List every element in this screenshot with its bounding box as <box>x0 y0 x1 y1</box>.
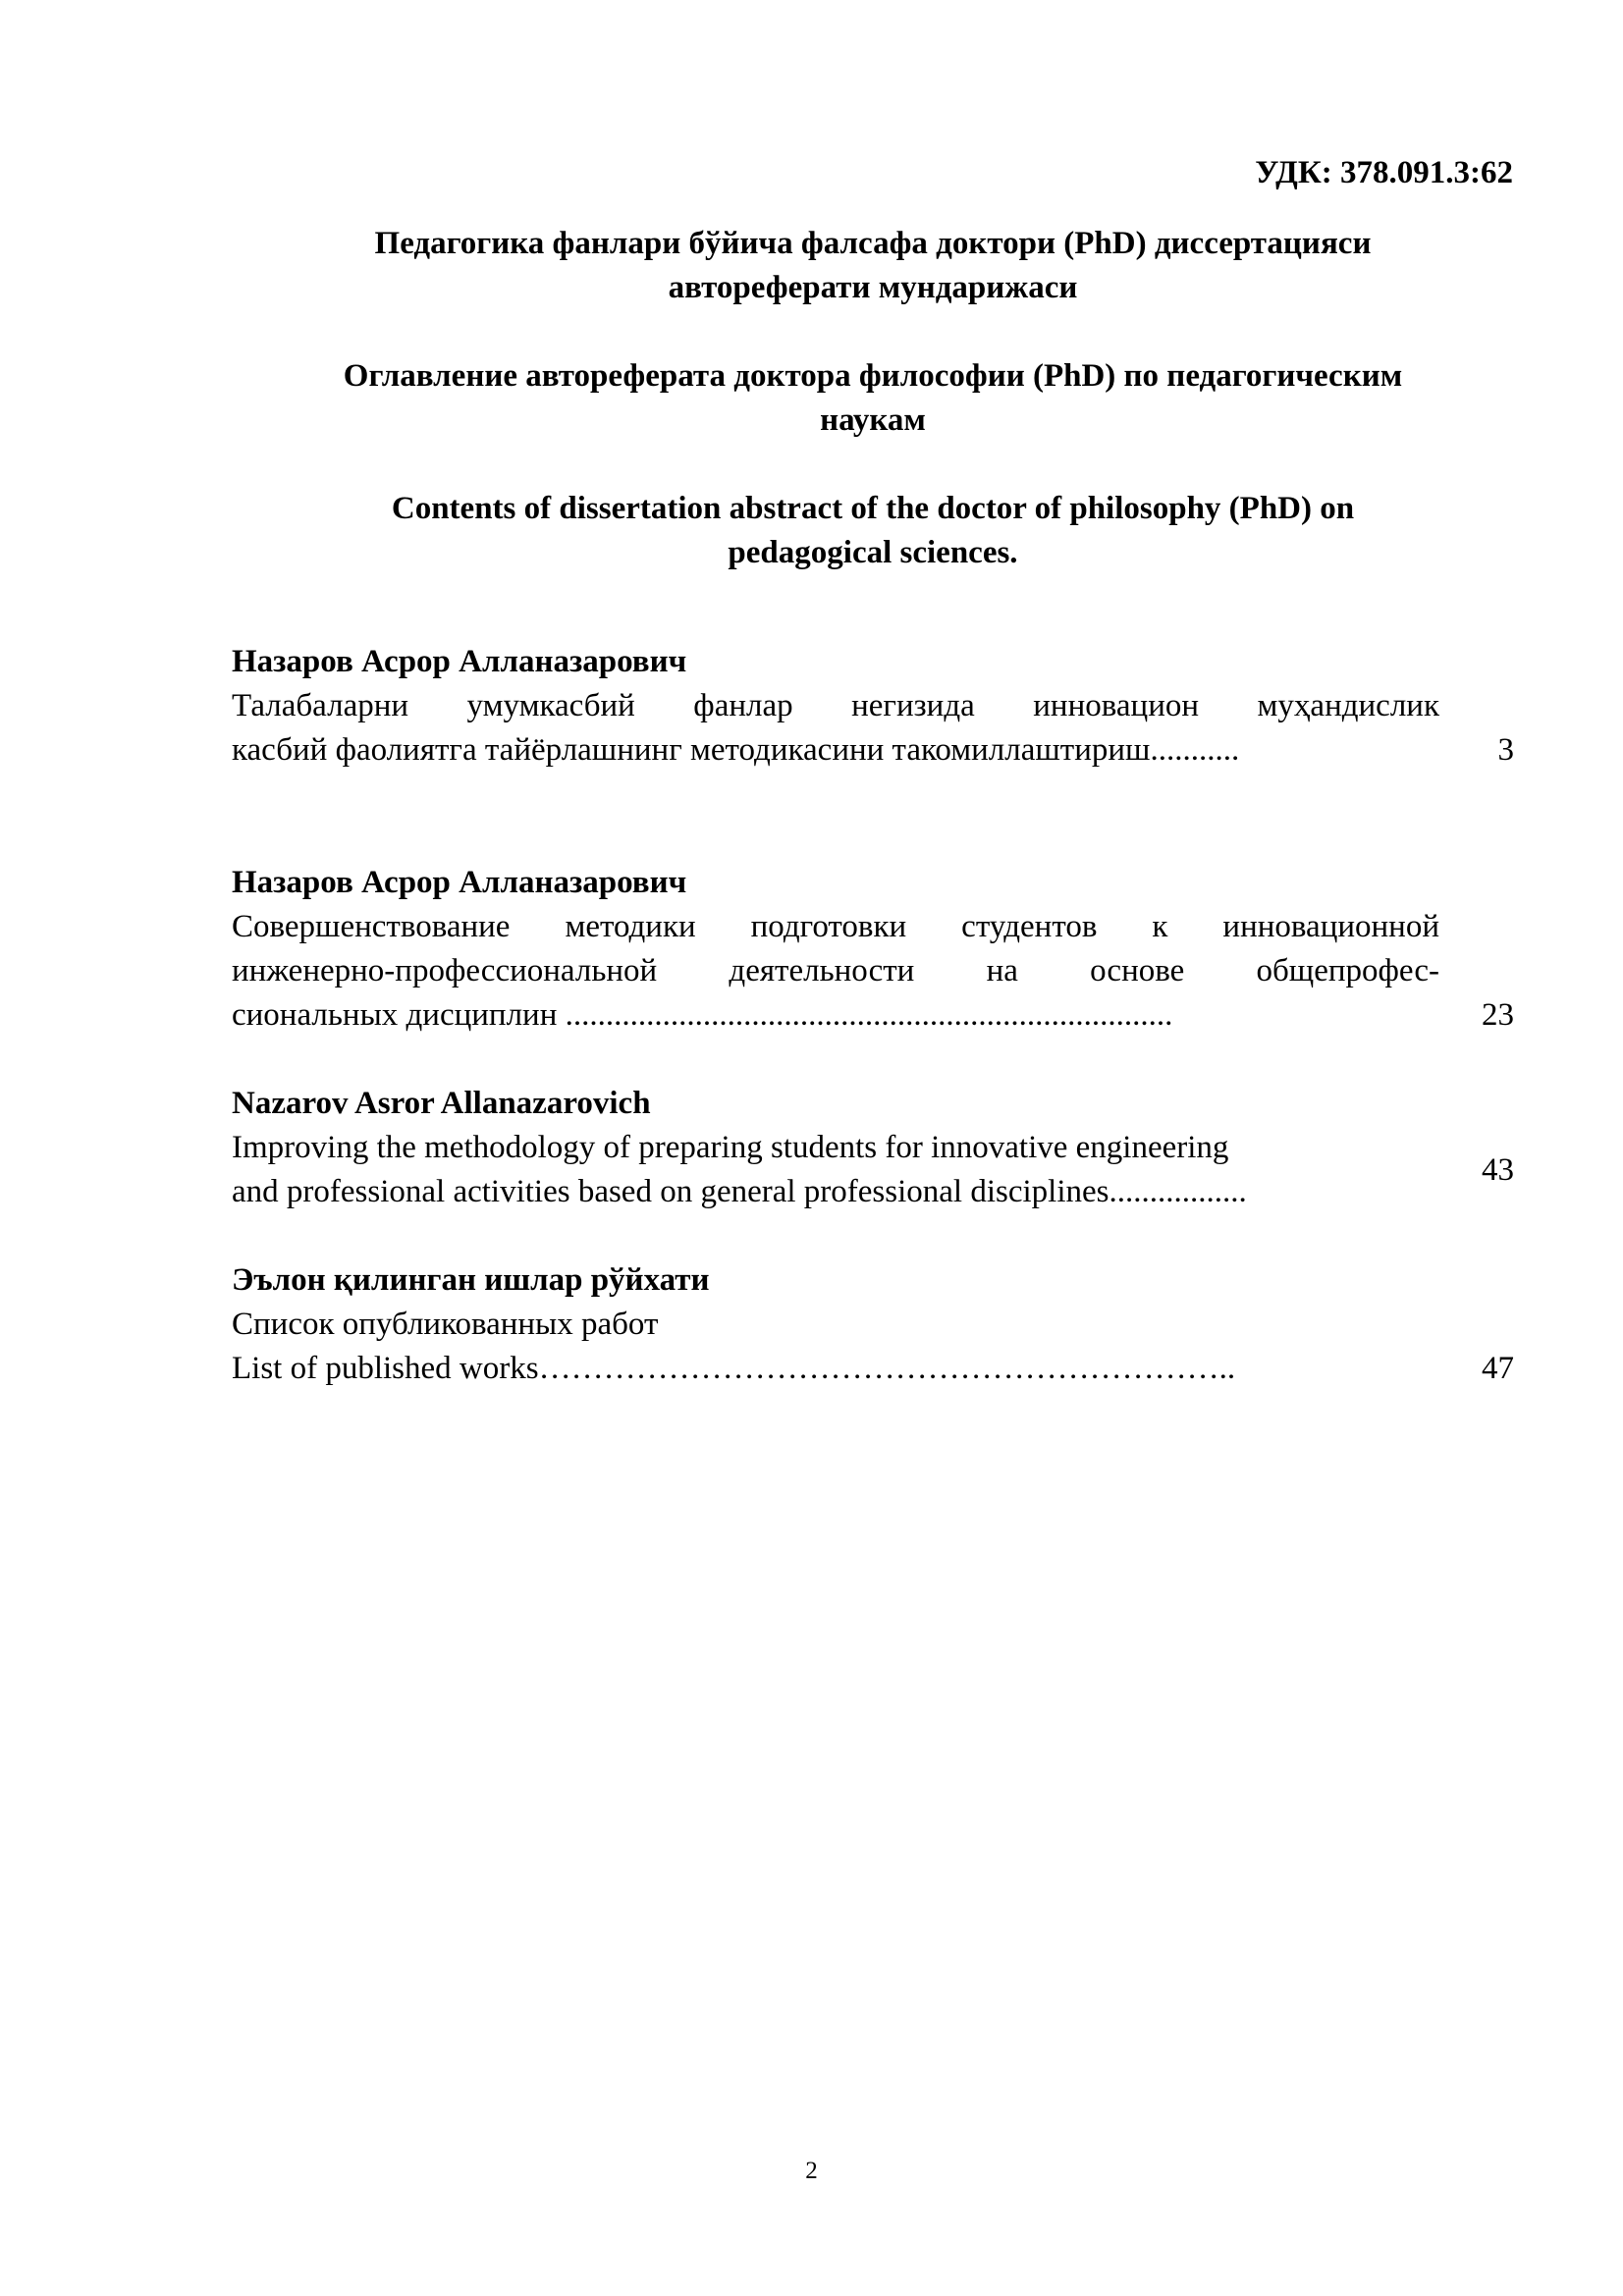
toc-title <box>232 1126 1439 1214</box>
toc-entry-english-abstract <box>232 1082 1514 1214</box>
toc-entry-uzbek-abstract <box>232 640 1514 773</box>
toc-title-line: Совершенствование методики подготовки студентов к инновационной <box>232 909 1439 944</box>
heading-uzbek <box>232 222 1514 310</box>
toc-page-number: 3 <box>1497 732 1514 768</box>
heading-uzbek-line-1: Педагогика фанлари бўйича фалсафа доктори (PhD) диссертацияси <box>374 226 1372 261</box>
udk-code: УДК: 378.091.3:62 <box>1255 155 1513 190</box>
heading-russian-line-2: наукам <box>820 402 926 438</box>
toc-title-line: инженерно-профессиональной деятельности на основе общепрофес- <box>232 953 1439 988</box>
toc-title <box>232 684 1439 773</box>
toc-row <box>232 684 1514 773</box>
heading-russian-line-1: Оглавление автореферата доктора философии (PhD) по педагогическим <box>343 358 1403 394</box>
toc-title <box>232 1303 1439 1391</box>
toc-title-line: Improving the methodology of preparing students for innovative engineering <box>232 1130 1229 1165</box>
toc-row <box>232 905 1514 1038</box>
toc-author: Nazarov Asror Allanazarovich <box>232 1086 651 1121</box>
toc-entry-published-works <box>232 1258 1514 1391</box>
toc-title <box>232 905 1439 1038</box>
toc-title-line: and professional activities based on general professional disciplines................. <box>232 1174 1247 1209</box>
toc-title-line: List of published works……………………………………………………….. <box>232 1351 1236 1386</box>
toc-row <box>232 1303 1514 1391</box>
toc-section-title: Эълон қилинган ишлар рўйхати <box>232 1262 710 1298</box>
toc-title-line: касбий фаолиятга тайёрлашнинг методикасини такомиллаштириш........... <box>232 732 1240 768</box>
toc-page-number: 47 <box>1482 1351 1514 1386</box>
heading-english-line-2: pedagogical sciences. <box>728 535 1018 570</box>
toc-author: Назаров Асрор Алланазарович <box>232 644 687 679</box>
toc-entry-russian-abstract <box>232 861 1514 1038</box>
heading-russian <box>232 354 1514 443</box>
toc-title-line: сиональных дисциплин ........................................................................... <box>232 997 1173 1033</box>
toc-page-number: 23 <box>1482 997 1514 1033</box>
toc-row <box>232 1126 1514 1214</box>
heading-english <box>232 487 1514 575</box>
heading-uzbek-line-2: автореферати мундарижаси <box>668 270 1078 305</box>
toc-page-number: 43 <box>1482 1151 1514 1188</box>
toc-title-line: Список опубликованных работ <box>232 1307 659 1342</box>
toc-title-line: Талабаларни умумкасбий фанлар негизида инновацион муҳандислик <box>232 688 1439 723</box>
page-number: 2 <box>805 2158 818 2184</box>
heading-english-line-1: Contents of dissertation abstract of the doctor of philosophy (PhD) on <box>391 491 1355 526</box>
toc-author: Назаров Асрор Алланазарович <box>232 865 687 900</box>
